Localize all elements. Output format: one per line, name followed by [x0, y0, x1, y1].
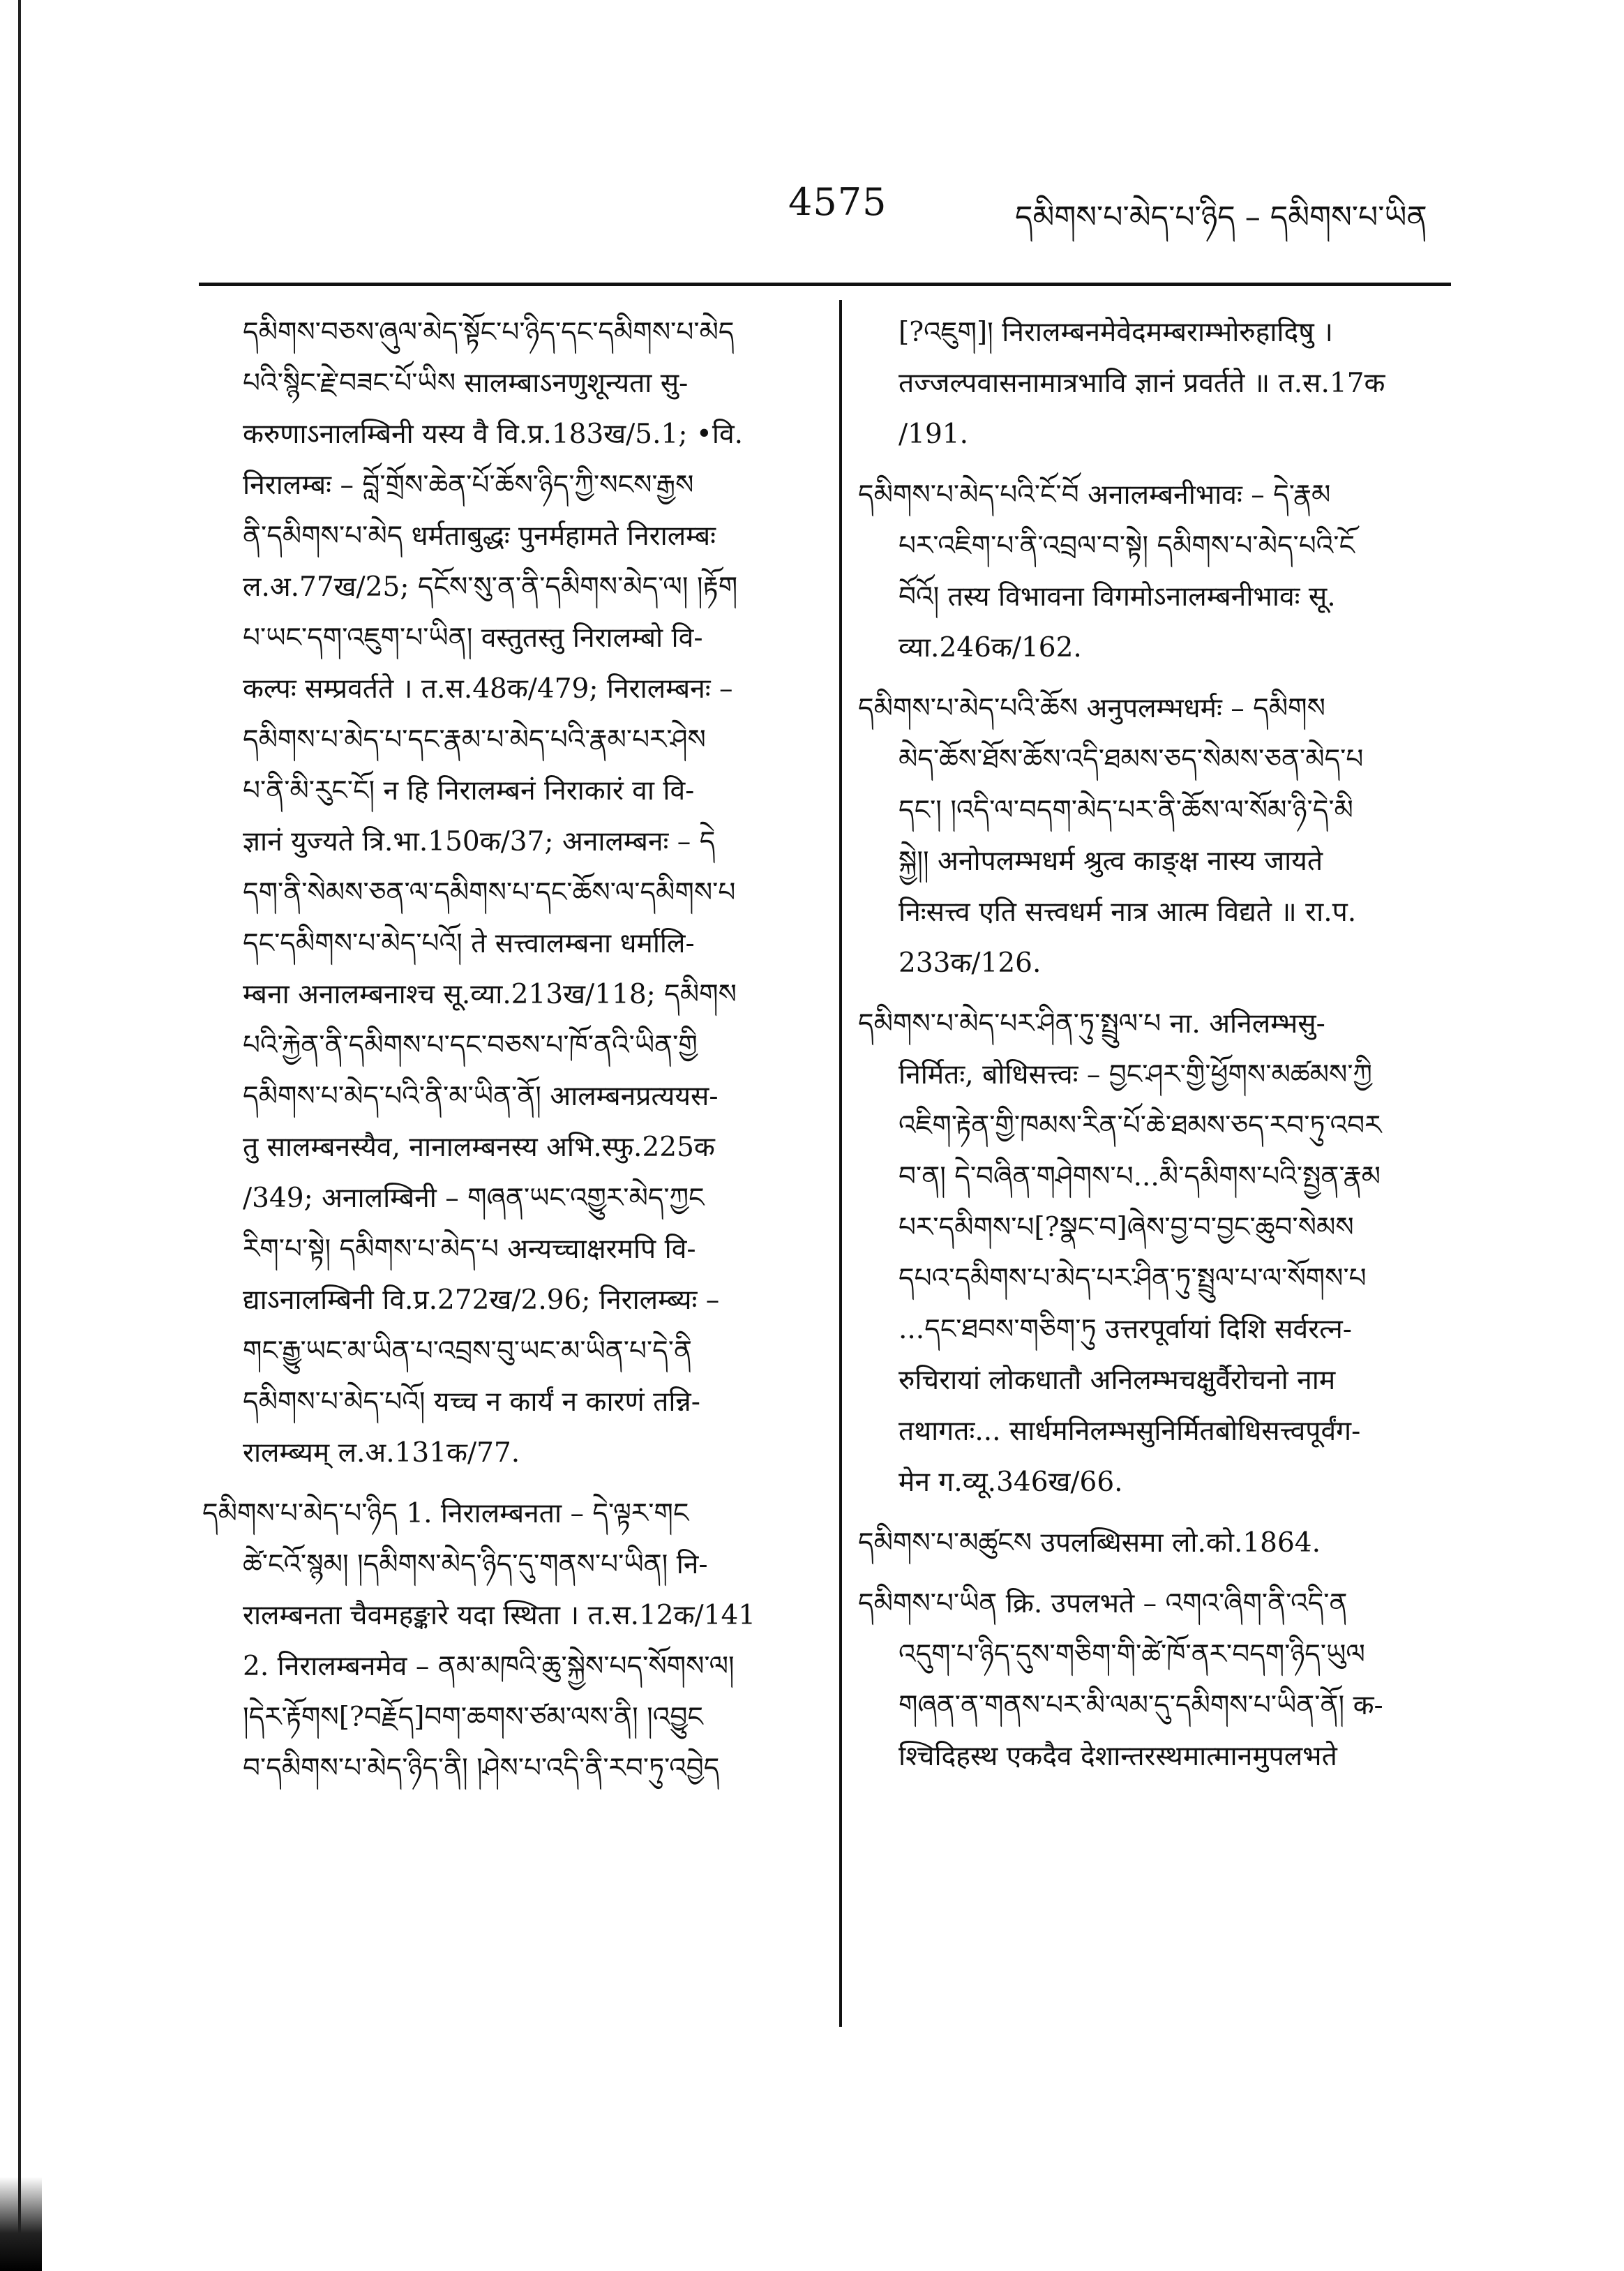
entry-line: ...དང་ཐབས་གཅིག་ཏུ उत्तरपूर्वायां दिशि सर्वरत्न-: [899, 1314, 1352, 1345]
entry-line: निर्मितः, बोधिसत्त्वः – བྱང་ཤར་གྱི་ཕྱོགས་མཚམས་ཀྱི: [899, 1059, 1373, 1090]
entry-line: रालम्बनता चैवमहङ्कारे यदा स्थिता । त.स.12क/141: [243, 1600, 756, 1631]
entry-line: रुचिरायां लोकधातौ अनिलम्भचक्षुर्वैरोचनो नाम: [899, 1365, 1336, 1396]
running-head: དམིགས་པ་མེད་པ་ཉིད – དམིགས་པ་ཡིན: [1015, 200, 1427, 235]
entry-line: कल्पः सम्प्रवर्तते । त.स.48क/479; निरालम्बनः –: [243, 673, 733, 705]
dictionary-entry: [202, 307, 806, 1478]
entry-line: द्याऽनालम्बिनी वि.प्र.272ख/2.96; निरालम्ब्यः –: [243, 1284, 720, 1316]
dictionary-entry: [858, 1517, 1472, 1568]
entry-line: པའི་རྐྱེན་ནི་དམིགས་པ་དང་བཅས་པ་ཁོ་ནའི་ཡིན་གྱི: [243, 1030, 698, 1061]
entry-line: /349; अनालम्बिनी – གཞན་ཡང་འགྱུར་མེད་ཀྱང: [243, 1183, 705, 1214]
entry-line: तु सालम्बनस्यैव, नानालम्बनस्य अभि.स्फु.225क: [243, 1132, 715, 1163]
scan-page-edge: [18, 0, 21, 2271]
entry-line: བ་དམིགས་པ་མེད་ཉིད་ནི། །ཤེས་པ་འདི་ནི་རབ་ཏུ་འབྱེད: [243, 1753, 720, 1784]
dictionary-entry: [858, 998, 1472, 1508]
dictionary-entry: [858, 307, 1472, 460]
entry-line: དང་། །འདི་ལ་བདག་མེད་པར་ནི་ཆོས་ལ་སོམ་ཉི་དེ་མི: [899, 795, 1353, 826]
header-rule: [199, 283, 1451, 286]
entry-line: རིག་པ་སྟེ། དམིགས་པ་མེད་པ अन्यच्चाक्षरमपि वि-: [243, 1234, 696, 1265]
entry-line: निरालम्बः – བློ་གྲོས་ཆེན་པོ་ཆོས་ཉིད་ཀྱི་སངས་རྒྱས: [243, 470, 694, 501]
entry-line: པར་དམིགས་པ[?སྣང་བ]ཞེས་བྱ་བ་བྱང་ཆུབ་སེམས: [899, 1212, 1354, 1243]
dictionary-entry: [858, 1578, 1472, 1782]
entry-line: व्या.246क/162.: [899, 632, 1082, 664]
entry-line: 2. निरालम्बनमेव – ནམ་མཁའི་ཆུ་སྐྱེས་པད་སོགས་ལ།: [243, 1651, 735, 1682]
entry-line: [?འཇུག]། निरालम्बनमेवेदमम्बराम्भोरुहादिषु ।: [899, 317, 1333, 348]
left-column: [202, 307, 806, 1804]
entry-line: དང་དམིགས་པ་མེད་པའོ། ते सत्त्वालम्बना धर्मालि-: [243, 928, 695, 959]
entry-line: तज्जल्पवासनामात्रभावि ज्ञानं प्रवर्तते ॥ त.स.17क: [899, 368, 1385, 399]
dictionary-entry: [858, 470, 1472, 673]
entry-line: म्बना अनालम्बनाश्च सू.व्या.213ख/118; དམིགས: [243, 979, 737, 1010]
entry-line: དམིགས་པ་མེད་པ་དང་རྣམ་པ་མེད་པའི་རྣམ་པར་ཤེས: [243, 724, 706, 756]
dictionary-entry: [202, 1488, 806, 1794]
entry-line: དག་ནི་སེམས་ཅན་ལ་དམིགས་པ་དང་ཆོས་ལ་དམིགས་པ: [243, 877, 736, 908]
entry-line: रालम्ब्यम् ल.अ.131क/77.: [243, 1437, 520, 1469]
entry-line: करुणाऽनालम्बिनी यस्य वै वि.प्र.183ख/5.1; •वि.: [243, 419, 744, 450]
entry-line: སྐྱེ།། अनोपलम्भधर्म श्रुत्व काङ्क्ष नास्य जायते: [899, 846, 1323, 877]
entry-line: པ་ནི་མི་རུང་ངོ། न हि निरालम्बनं निराकारं वा वि-: [243, 775, 695, 807]
column-divider: [839, 300, 842, 2027]
entry-line: དམིགས་པ་མེད་པའོ། यच्च न कार्यं न कारणं तन्नि-: [243, 1386, 700, 1418]
entry-line: དཔའ་དམིགས་པ་མེད་པར་ཤིན་ཏུ་སྤྲུལ་པ་ལ་སོགས་པ: [899, 1263, 1367, 1294]
entry-line: མེད་ཆོས་ཐོས་ཆོས་འདི་ཐམས་ཅད་སེམས་ཅན་མེད་པ: [899, 744, 1364, 775]
entry-line: ནི་དམིགས་པ་མེད धर्मताबुद्धः पुनर्महामते निरालम्बः: [243, 520, 716, 552]
entry-line: དམིགས་པ་མེད་པའི་ཆོས अनुपलम्भधर्मः – དམིགས: [858, 693, 1325, 724]
entry-line: /191.: [899, 419, 968, 450]
entry-line: གཞན་ན་གནས་པར་མི་ལམ་དུ་དམིགས་པ་ཡིན་ནོ། क-: [899, 1690, 1383, 1721]
entry-line: तथागतः... सार्धमनिलम्भसुनिर्मितबोधिसत्त्वपूर्वंग-: [899, 1416, 1361, 1447]
entry-line: དམིགས་པ་མེད་པར་ཤིན་ཏུ་སྤྲུལ་པ ना. अनिलम्भसु-: [858, 1008, 1325, 1040]
entry-line: निःसत्त्व एति सत्त्वधर्म नात्र आत्म विद्यते ॥ रा.प.: [899, 897, 1357, 928]
entry-line: །དེར་རྟོགས[?བརྗོད]བག་ཆགས་ཙམ་ལས་ནི། །འབྱུང: [243, 1702, 703, 1733]
entry-line: དམིགས་པ་ཡིན क्रि. उपलभते – འགའ་ཞིག་ནི་འདི་ན: [858, 1588, 1348, 1619]
entry-line: श्चिदिहस्थ एकदैव देशान्तरस्थमात्मानमुपलभते: [899, 1741, 1337, 1772]
entry-line: དམིགས་བཅས་ཞུལ་མེད་སྟོང་པ་ཉིད་དང་དམིགས་པ་མེད: [243, 317, 735, 348]
entry-line: འཇིག་རྟེན་གྱི་ཁམས་རིན་པོ་ཆེ་ཐམས་ཅད་རབ་ཏུ་འབར: [899, 1110, 1382, 1141]
entry-line: དམིགས་པ་མེད་པ་ཉིད 1. निरालम्बनता – དེ་ལྟར་གང: [202, 1498, 689, 1529]
entry-line: 233क/126.: [899, 947, 1042, 979]
entry-line: དམིགས་པ་མེད་པའི་ངོ་བོ अनालम्बनीभावः – དེ་རྣམ: [858, 479, 1331, 511]
entry-line: ཚེ་ངའོ་སྙམ། །དམིགས་མེད་ཉིད་དུ་གནས་པ་ཡིན། नि-: [243, 1549, 708, 1580]
entry-line: ज्ञानं युज्यते त्रि.भा.150क/37; अनालम्बनः – དེ: [243, 826, 716, 857]
entry-line: བོའོ། तस्य विभावना विगमोऽनालम्बनीभावः सू.: [899, 581, 1336, 613]
entry-line: པའི་སྙིང་རྗེ་བཟང་པོ་ཡིས सालम्बाऽनणुशून्यता सु-: [243, 368, 689, 399]
entry-line: བ་ན། དེ་བཞིན་གཤེགས་པ...མི་དམིགས་པའི་སྤྱན་རྣམ: [899, 1161, 1381, 1192]
entry-line: པར་འཇིག་པ་ནི་འབྲལ་བ་སྟེ། དམིགས་པ་མེད་པའི་ངོ: [899, 530, 1355, 562]
scan-binding-shadow: [0, 2177, 42, 2271]
entry-line: དམིགས་པ་མེད་པའི་ནི་མ་ཡིན་ནོ། आलम्बनप्रत्ययस-: [243, 1081, 719, 1112]
entry-line: ल.अ.77ख/25; དངོས་སུ་ན་ནི་དམིགས་མེད་ལ། །རྟོག: [243, 571, 738, 603]
right-column: [858, 307, 1472, 1792]
entry-line: དམིགས་པ་མཚུངས उपलब्धिसमा लो.को.1864.: [858, 1527, 1321, 1559]
entry-line: གང་རྒྱུ་ཡང་མ་ཡིན་པ་འབྲས་བུ་ཡང་མ་ཡིན་པ་དེ་ནི: [243, 1335, 692, 1367]
entry-line: मेन ग.व्यू.346ख/66.: [899, 1467, 1123, 1498]
entry-line: འདུག་པ་ཉིད་དུས་གཅིག་གི་ཚེ་ཁོ་ནར་བདག་ཉིད་ཡུལ: [899, 1639, 1365, 1670]
entry-line: པ་ཡང་དག་འཇུག་པ་ཡིན། वस्तुतस्तु निरालम्बो वि-: [243, 622, 703, 654]
dictionary-entry: [858, 683, 1472, 989]
page-number: 4575: [788, 180, 887, 224]
